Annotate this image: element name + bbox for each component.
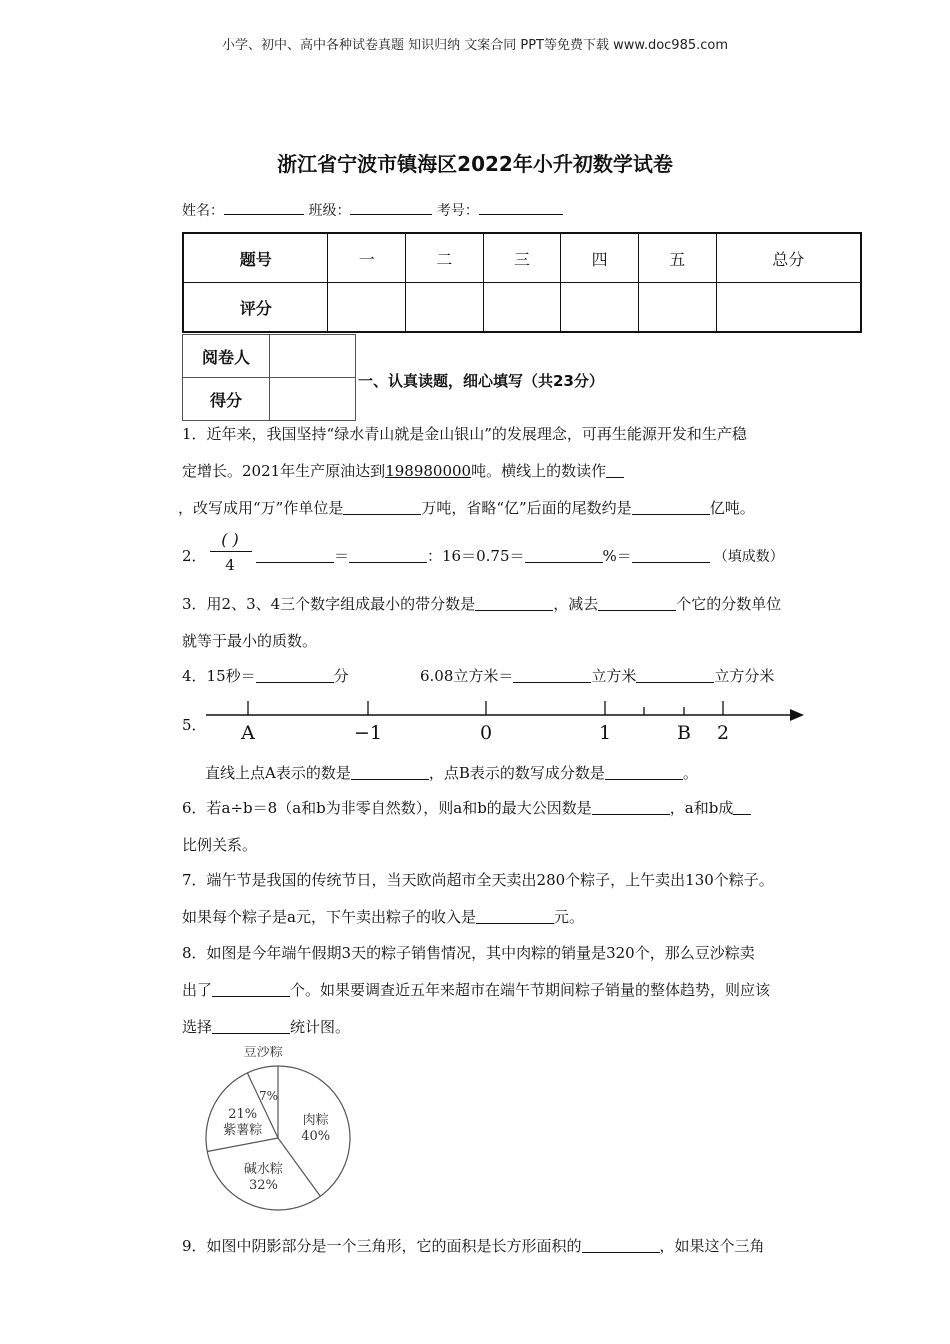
q8-text: 出了 — [182, 981, 213, 999]
q9-blank[interactable] — [582, 1238, 660, 1253]
q3-line1 — [182, 594, 781, 614]
score-cell[interactable] — [328, 283, 406, 333]
class-label: 班级： — [308, 203, 351, 219]
score-header-cell: 三 — [483, 233, 561, 283]
q7-line1: 7．端午节是我国的传统节日，当天欧尚超市全天卖出280个粽子，上午卖出130个粽子。 — [182, 871, 774, 889]
q4-blank-1[interactable] — [256, 668, 334, 683]
q8-blank-1[interactable] — [212, 982, 290, 997]
label-0: 0 — [479, 722, 493, 744]
q7-line2 — [182, 907, 584, 927]
q9-text: 9．如图中阴影部分是一个三角形，它的面积是长方形面积的 — [182, 1237, 582, 1255]
q4-text: 6.08立方米＝ — [420, 667, 514, 685]
label-neg1: −1 — [353, 722, 383, 744]
q4-text: 分 — [333, 667, 349, 685]
class-blank[interactable] — [350, 202, 432, 215]
score-cell[interactable] — [716, 283, 861, 333]
q5-number: 5． — [182, 716, 207, 734]
q7-text: 元。 — [553, 908, 584, 926]
grader-score-label: 得分 — [183, 378, 270, 421]
student-info — [182, 200, 563, 220]
score-table-header-row — [183, 233, 861, 283]
q3-blank-2[interactable] — [598, 596, 676, 611]
label-2: 2 — [716, 722, 730, 744]
grader-score-cell[interactable] — [270, 378, 356, 421]
pie-label-name: 肉粽 — [302, 1112, 329, 1128]
q1-number: 198980000 — [385, 462, 472, 480]
q1-line2 — [182, 461, 624, 481]
q8-line2 — [182, 980, 770, 1000]
pie-label-name: 紫薯粽 — [223, 1123, 263, 1139]
q1-line3 — [178, 498, 755, 518]
q5-blank-2[interactable] — [605, 765, 683, 780]
label-B: B — [677, 722, 691, 744]
q2-line — [256, 546, 784, 567]
pie-label-name: 碱水粽 — [243, 1161, 283, 1177]
score-cell[interactable] — [561, 283, 639, 333]
q9-line — [182, 1236, 765, 1256]
q6-blank-1[interactable] — [592, 800, 670, 815]
q3-text: 个它的分数单位 — [676, 595, 782, 613]
q2-text: %＝ — [602, 547, 632, 565]
score-header-cell: 二 — [406, 233, 484, 283]
q1-blank-wan[interactable] — [343, 500, 421, 515]
q2-fraction-numerator[interactable]: ( ) — [221, 530, 239, 549]
q5-text: 。 — [682, 764, 698, 782]
q1-text: 吨。横线上的数读作 — [471, 462, 607, 480]
pie-label-name: 豆沙粽 — [243, 1046, 283, 1061]
exam-no-blank[interactable] — [479, 202, 563, 215]
exam-title: 浙江省宁波市镇海区2022年小升初数学试卷 — [277, 152, 673, 176]
q3-line2: 就等于最小的质数。 — [182, 632, 318, 650]
q1-text: 万吨，省略“亿”后面的尾数约是 — [421, 499, 632, 517]
q2-text: ：16＝0.75＝ — [427, 547, 525, 565]
q2-fraction-bar — [210, 551, 252, 552]
score-table — [182, 232, 862, 333]
pie-label-value: 32% — [248, 1177, 278, 1193]
score-header-cell: 题号 — [183, 233, 328, 283]
name-blank[interactable] — [224, 202, 304, 215]
q1-text: 定增长。2021年生产原油达到 — [182, 462, 386, 480]
q1-text: 亿吨。 — [709, 499, 755, 517]
q3-text: 3．用2、3、4三个数字组成最小的带分数是 — [182, 595, 476, 613]
q1-text: ，改写成用“万”作单位是 — [178, 499, 344, 517]
score-header-cell: 五 — [638, 233, 716, 283]
q6-line2: 比例关系。 — [182, 836, 258, 854]
reviewer-label: 阅卷人 — [183, 335, 270, 378]
q4-blank-3[interactable] — [636, 668, 714, 683]
q2-number: 2． — [182, 547, 207, 565]
q5-number-line — [200, 690, 810, 750]
pie-chart — [190, 1046, 370, 1218]
number-line-arrow — [790, 709, 804, 721]
score-table-row — [183, 283, 861, 333]
q6-text: ，a和b成 — [669, 799, 734, 817]
pie-label-value: 7% — [259, 1088, 279, 1103]
score-cell[interactable] — [483, 283, 561, 333]
q4-text: 立方分米 — [714, 667, 775, 685]
q4-text: 4．15秒＝ — [182, 667, 256, 685]
score-cell[interactable] — [638, 283, 716, 333]
q7-blank[interactable] — [476, 909, 554, 924]
q5-blank-1[interactable] — [351, 765, 429, 780]
q1-line1: 1．近年来，我国坚持“绿水青山就是金山银山”的发展理念，可再生能源开发和生产稳 — [182, 425, 747, 443]
q9-text: ，如果这个三角 — [659, 1237, 765, 1255]
score-header-cell: 一 — [328, 233, 406, 283]
q7-text: 如果每个粽子是a元，下午卖出粽子的收入是 — [182, 908, 476, 926]
q3-text: ，减去 — [553, 595, 599, 613]
q4-line-b — [420, 666, 774, 686]
pie-label-value: 40% — [301, 1128, 331, 1144]
score-header-cell: 总分 — [716, 233, 861, 283]
exam-no-label: 考号： — [436, 203, 479, 219]
pie-label-value: 21% — [228, 1107, 258, 1123]
q3-blank-1[interactable] — [475, 596, 553, 611]
label-1: 1 — [598, 722, 612, 744]
page-header: 小学、初中、高中各种试卷真题 知识归纳 文案合同 PPT等免费下载 www.doc985.com — [221, 38, 729, 53]
q8-line3 — [182, 1017, 350, 1037]
score-header-cell: 四 — [561, 233, 639, 283]
q2-blank-1[interactable] — [256, 548, 334, 563]
q2-blank-2[interactable] — [349, 548, 427, 563]
q5-text: 直线上点A表示的数是 — [205, 764, 351, 782]
reviewer-cell[interactable] — [270, 335, 356, 378]
q8-text: 统计图。 — [290, 1018, 351, 1036]
q6-blank-2[interactable] — [733, 800, 751, 815]
grader-table — [182, 334, 356, 421]
q4-text: 立方米 — [591, 667, 637, 685]
q8-line1: 8．如图是今年端午假期3天的粽子销售情况，其中肉粽的销量是320个，那么豆沙粽卖 — [182, 944, 755, 962]
section-1-title: 一、认真读题，细心填写（共23分） — [358, 372, 604, 390]
q5-line — [205, 763, 698, 783]
q1-blank-yi[interactable] — [632, 500, 710, 515]
score-row-label: 评分 — [183, 283, 328, 333]
q6-text: 6．若a÷b＝8（a和b为非零自然数），则a和b的最大公因数是 — [182, 799, 592, 817]
label-A: A — [241, 722, 255, 744]
q8-text: 个。如果要调查近五年来超市在端午节期间粽子销量的整体趋势，则应该 — [290, 981, 771, 999]
q5-text: ，点B表示的数写成分数是 — [428, 764, 605, 782]
q8-blank-2[interactable] — [212, 1019, 290, 1034]
q4-blank-2[interactable] — [513, 668, 591, 683]
score-cell[interactable] — [406, 283, 484, 333]
q2-blank-3[interactable] — [525, 548, 603, 563]
q2-blank-4[interactable] — [632, 548, 710, 563]
name-label: 姓名： — [182, 203, 224, 219]
q4-line — [182, 666, 349, 686]
q2-text: ＝ — [334, 547, 350, 565]
q2-fraction-denominator: 4 — [225, 556, 235, 574]
q1-blank-read[interactable] — [606, 463, 624, 478]
q6-line1 — [182, 798, 751, 818]
q2-text: （填成数） — [713, 549, 784, 565]
q8-text: 选择 — [182, 1018, 213, 1036]
